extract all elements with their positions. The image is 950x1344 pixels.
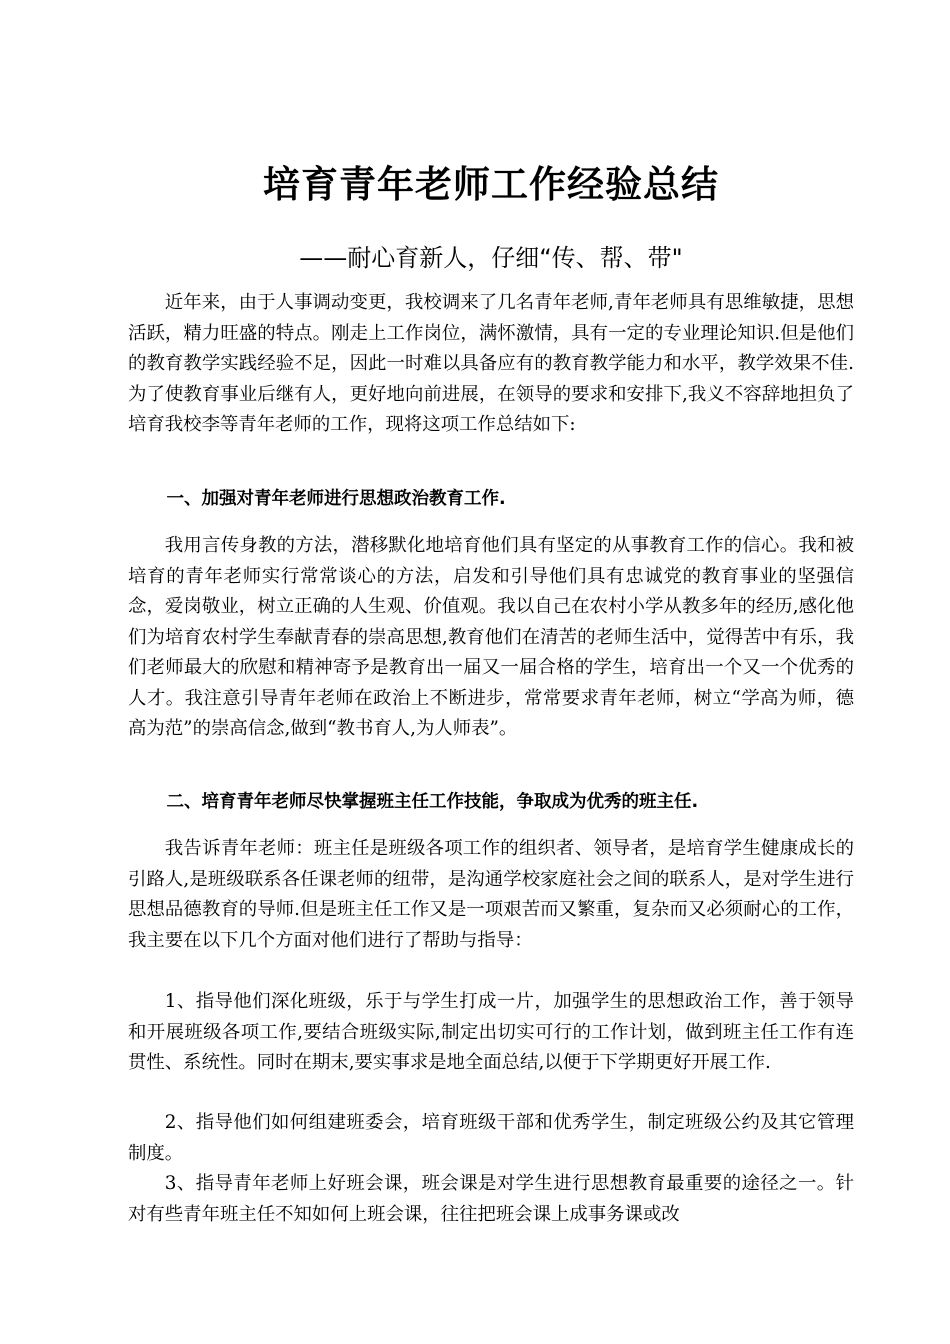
section-1-paragraph: 我用言传身教的方法，潜移默化地培育他们具有坚定的从事教育工作的信心。我和被培育的青年老师实行常常谈心的方法，启发和引导他们具有忠诚党的教育事业的坚强信念，爱岗敬业，树立正确的人生观、价值观。我以自己在农村小学从教多年的经历,感化他们为培育农村学生奉献青春的崇高思想,教育他们在清苦的老师生活中，觉得苦中有乐，我们老师最大的欣慰和精神寄予是教育出一届又一届合格的学生，培育出一个又一个优秀的人才。我注意引导青年老师在政治上不断进步，常常要求青年老师，树立“学高为师，德高为范”的崇高信念,做到“教书育人,为人师表”。 — [128, 535, 854, 739]
list-item: 1、指导他们深化班级，乐于与学生打成一片，加强学生的思想政治工作，善于领导和开展班级各项工作,要结合班级实际,制定出切实可行的工作计划，做到班主任工作有连贯性、系统性。同时在期末,要实事求是地全面总结,以便于下学期更好开展工作. — [128, 991, 854, 1073]
document-subtitle: ——耐心育新人，仔细“传、帮、带" — [299, 244, 683, 272]
section-heading-2: 二、培育青年老师尽快掌握班主任工作技能，争取成为优秀的班主任. — [166, 792, 699, 812]
document-title: 培育青年老师工作经验总结 — [263, 163, 719, 206]
section-2-paragraph: 我告诉青年老师：班主任是班级各项工作的组织者、领导者，是培育学生健康成长的引路人,是班级联系各任课老师的纽带，是沟通学校家庭社会之间的联系人，是对学生进行思想品德教育的导师.但是班主任工作又是一项艰苦而又繁重，复杂而又必须耐心的工作，我主要在以下几个方面对他们进行了帮助与指导： — [128, 838, 854, 951]
list-item: 2、指导他们如何组建班委会，培育班级干部和优秀学生，制定班级公约及其它管理制度。 — [128, 1112, 854, 1164]
intro-paragraph: 近年来，由于人事调动变更，我校调来了几名青年老师,青年老师具有思维敏捷，思想活跃，精力旺盛的特点。刚走上工作岗位，满怀激情，具有一定的专业理论知识.但是他们的教育教学实践经验不足，因此一时难以具备应有的教育教学能力和水平，教学效果不佳.为了使教育事业后继有人，更好地向前进展，在领导的要求和安排下,我义不容辞地担负了培育我校李等青年老师的工作，现将这项工作总结如下: — [128, 292, 854, 435]
list-item: 3、指导青年老师上好班会课，班会课是对学生进行思想教育最重要的途径之一。针对有些青年班主任不知如何上班会课，往往把班会课上成事务课或改 — [128, 1173, 854, 1225]
section-heading-1: 一、加强对青年老师进行思想政治教育工作. — [166, 489, 506, 509]
